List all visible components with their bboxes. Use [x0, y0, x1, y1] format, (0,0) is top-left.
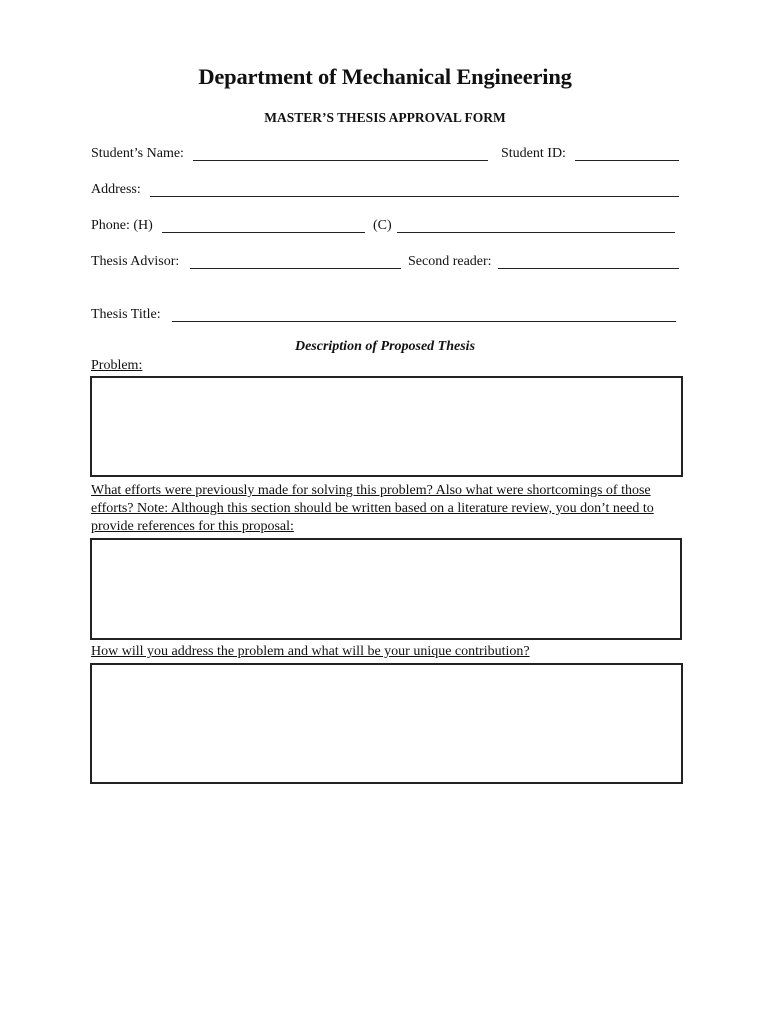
student-name-label: Student’s Name:	[91, 146, 184, 161]
previous-efforts-question	[91, 482, 691, 536]
problem-label: Problem:	[91, 358, 143, 373]
contribution-question: How will you address the problem and what will be your unique contribution?	[91, 644, 530, 659]
previous-efforts-question-text: What efforts were previously made for solving this problem? Also what were shortcomings of those efforts? Note: Although this section should be written based on a literature review, you don’t need to provide references for this proposal	[91, 483, 654, 534]
phone-cell-field[interactable]	[397, 232, 675, 233]
second-reader-label: Second reader:	[408, 254, 492, 269]
problem-answer-box[interactable]	[90, 376, 683, 477]
department-title: Department of Mechanical Engineering	[198, 64, 572, 89]
student-name-field[interactable]	[193, 160, 488, 161]
phone-home-label: Phone: (H)	[91, 218, 153, 233]
thesis-title-field[interactable]	[172, 321, 676, 322]
thesis-advisor-label: Thesis Advisor:	[91, 254, 180, 269]
phone-home-field[interactable]	[162, 232, 365, 233]
previous-efforts-answer-box[interactable]	[90, 538, 682, 640]
student-id-field[interactable]	[575, 160, 679, 161]
second-reader-field[interactable]	[498, 268, 679, 269]
previous-efforts-question-colon: :	[290, 519, 294, 534]
address-field[interactable]	[150, 196, 679, 197]
phone-cell-label: (C)	[373, 218, 392, 233]
address-label: Address:	[91, 182, 141, 197]
description-section-title: Description of Proposed Thesis	[294, 339, 476, 354]
thesis-advisor-field[interactable]	[190, 268, 401, 269]
student-id-label: Student ID:	[501, 146, 566, 161]
contribution-answer-box[interactable]	[90, 663, 683, 784]
form-title: MASTER’S THESIS APPROVAL FORM	[264, 110, 506, 125]
thesis-title-label: Thesis Title:	[91, 307, 161, 322]
